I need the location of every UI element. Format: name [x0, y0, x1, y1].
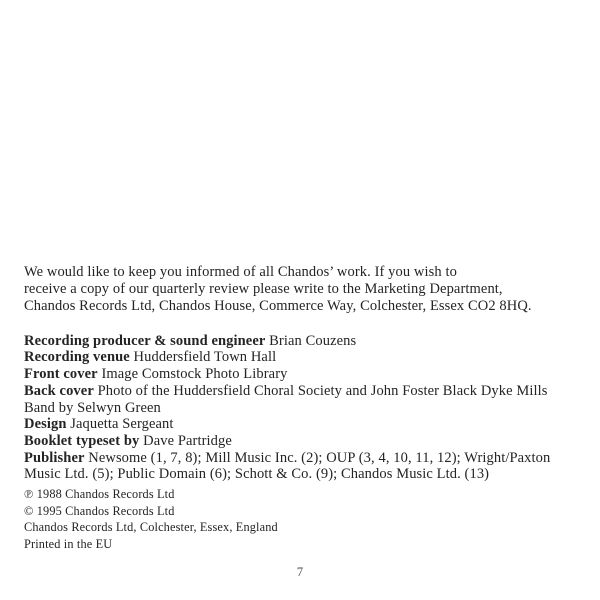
credit-line	[24, 383, 561, 416]
credit-value: Image Comstock Photo Library	[101, 366, 288, 383]
credit-label: Recording venue	[24, 349, 130, 366]
credit-label: Booklet typeset by	[24, 432, 140, 449]
credit-value: Dave Partridge	[143, 432, 232, 449]
credit-line	[24, 366, 561, 383]
intro-line: receive a copy of our quarterly review please write to the Marketing Department,	[24, 280, 503, 297]
credit-label: Recording producer & sound engineer	[24, 332, 266, 349]
credit-line	[24, 416, 561, 433]
credit-value: Brian Couzens	[269, 332, 357, 349]
credit-value: Photo of the Huddersfield Choral Society and John Foster Black Dyke Mills Band by Selwyn Green	[24, 382, 548, 416]
credits-list	[24, 333, 561, 483]
legal-lines	[24, 486, 561, 552]
credit-label: Back cover	[24, 382, 94, 399]
credit-label: Front cover	[24, 366, 98, 383]
legal-line: Printed in the EU	[24, 536, 113, 551]
credit-label: Design	[24, 416, 67, 433]
legal-line: ℗ 1988 Chandos Records Ltd	[24, 487, 175, 502]
marketing-info-paragraph	[24, 264, 561, 315]
page-content	[24, 264, 561, 552]
legal-line: Chandos Records Ltd, Colchester, Essex, England	[24, 520, 278, 535]
credit-value: Huddersfield Town Hall	[133, 349, 277, 366]
credit-line	[24, 433, 561, 450]
credit-value: Newsome (1, 7, 8); Mill Music Inc. (2); OUP (3, 4, 10, 11, 12); Wright/Paxton Music Ltd. (5); Public Domain (6); Schott & Co. (9); Chandos Music Ltd. (13)	[24, 449, 551, 483]
credit-line	[24, 333, 561, 350]
credit-line	[24, 349, 561, 366]
credit-label: Publisher	[24, 449, 85, 466]
intro-line: Chandos Records Ltd, Chandos House, Commerce Way, Colchester, Essex CO2 8HQ.	[24, 297, 532, 314]
intro-line: We would like to keep you informed of all Chandos’ work. If you wish to	[24, 264, 457, 280]
page-number: 7	[296, 565, 304, 579]
credit-value: Jaquetta Sergeant	[70, 416, 174, 433]
credit-line	[24, 450, 561, 483]
legal-line: © 1995 Chandos Records Ltd	[24, 503, 175, 518]
